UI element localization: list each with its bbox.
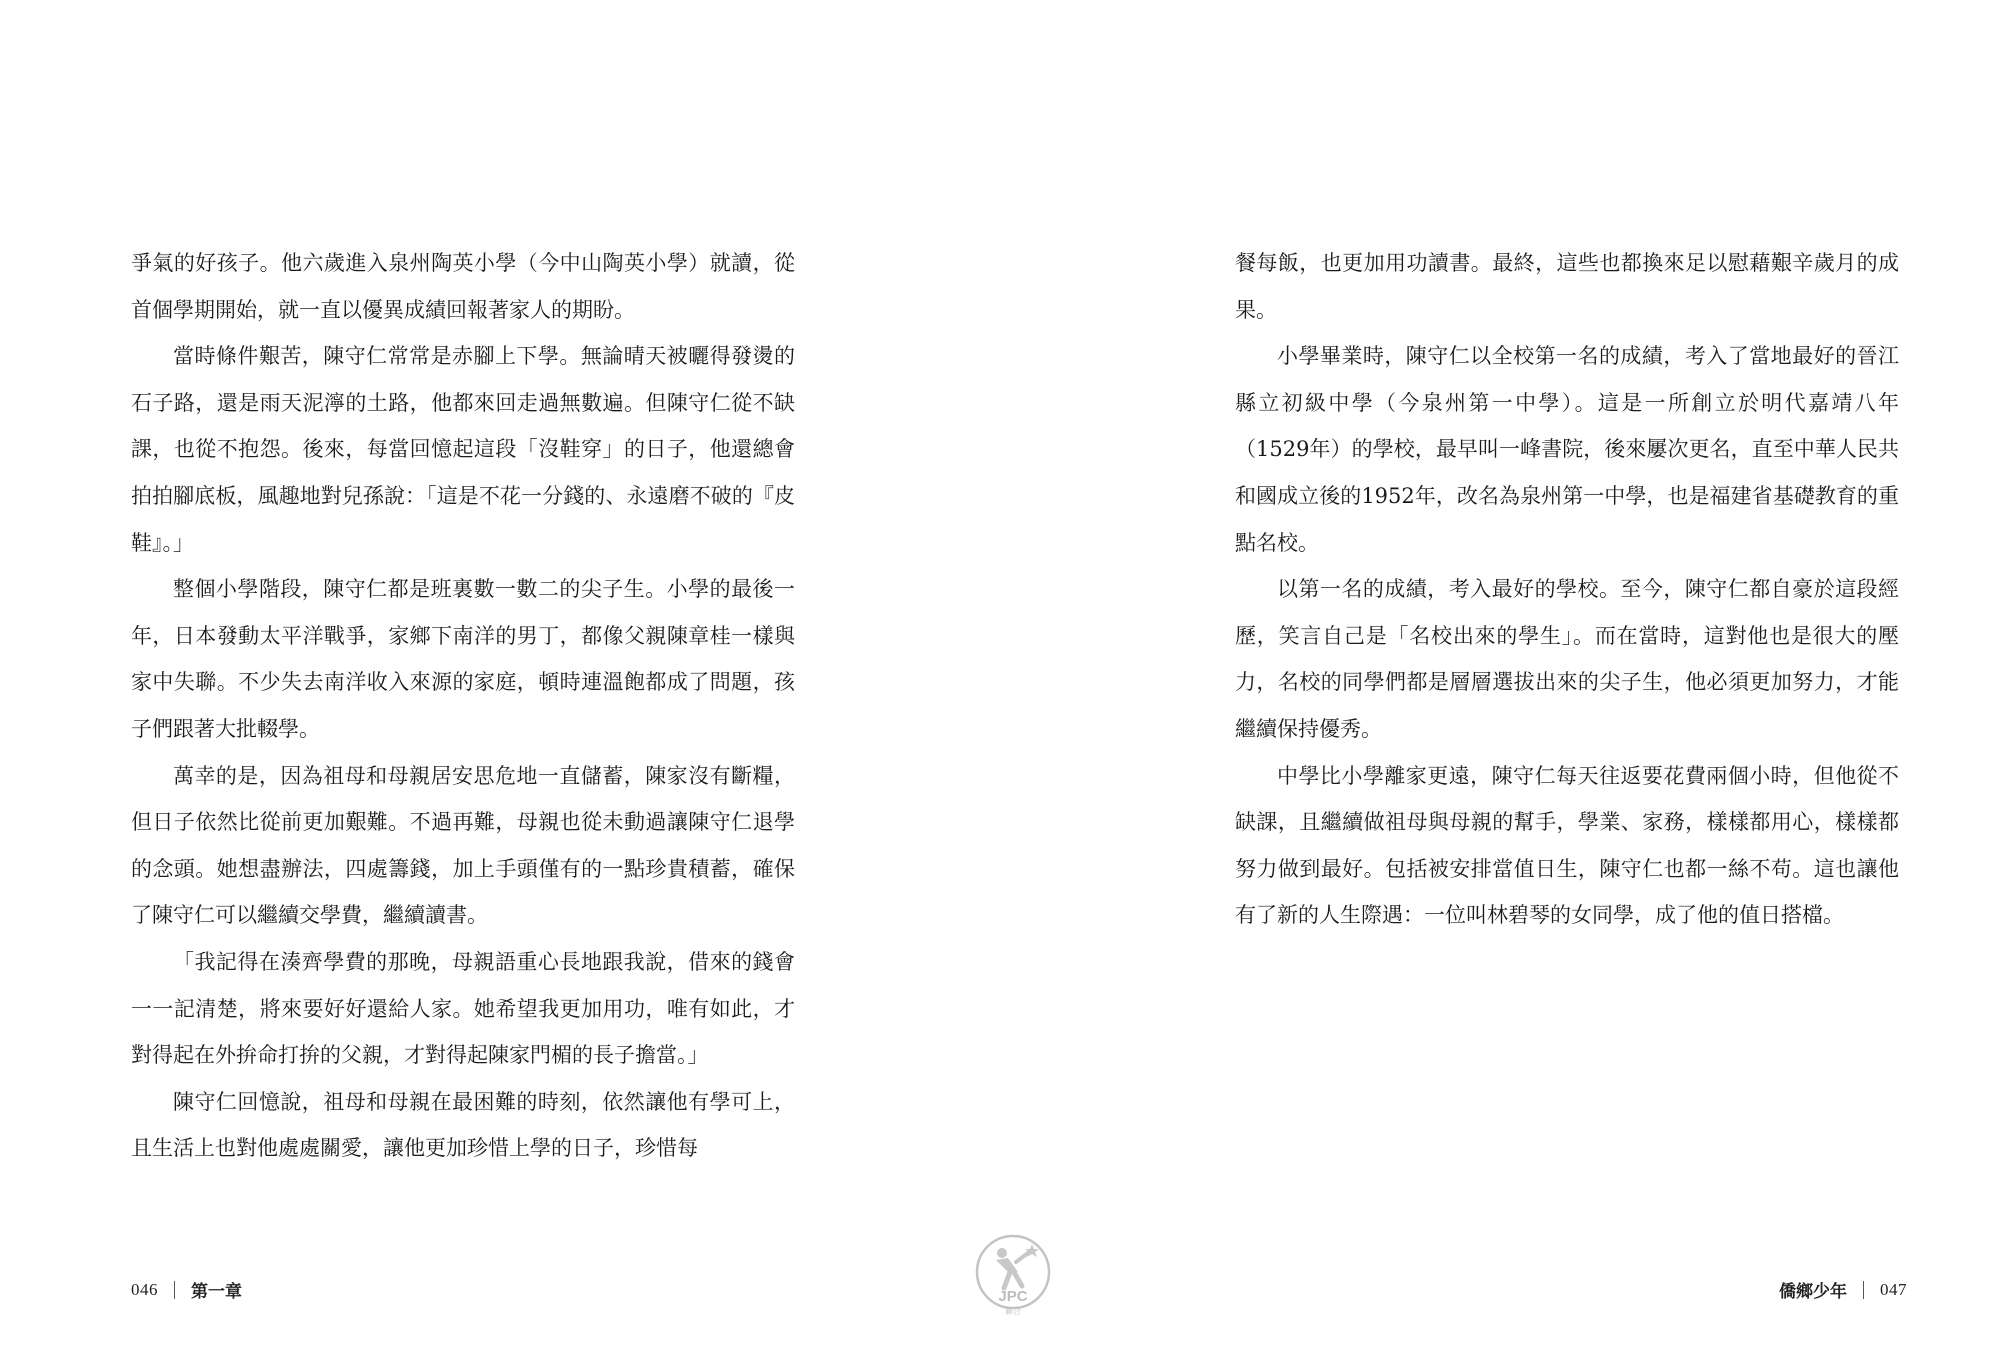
paragraph: 整個小學階段，陳守仁都是班裏數一數二的尖子生。小學的最後一年，日本發動太平洋戰爭，家鄉下南洋的男丁，都像父親陳章桂一樣與家中失聯。不少失去南洋收入來源的家庭，頓時連溫飽都成了問題，孩子們跟著大批輟學。 xyxy=(131,577,795,741)
right-footer xyxy=(1779,1277,1907,1302)
paragraph: 餐每飯，也更加用功讀書。最終，這些也都換來足以慰藉艱辛歲月的成果。 xyxy=(1235,251,1899,322)
footer-divider xyxy=(1863,1281,1864,1299)
paragraph: 陳守仁回憶說，祖母和母親在最困難的時刻，依然讓他有學可上，且生活上也對他處處關愛，讓他更加珍惜上學的日子，珍惜每 xyxy=(131,1089,795,1161)
logo-subtext: 聯合 xyxy=(1005,1307,1021,1316)
publisher-logo-icon xyxy=(974,1232,1052,1318)
paragraph: 爭氣的好孩子。他六歲進入泉州陶英小學（今中山陶英小學）就讀，從首個學期開始，就一直以優異成績回報著家人的期盼。 xyxy=(131,251,795,322)
paragraph: 「我記得在湊齊學費的那晚，母親語重心長地跟我說，借來的錢會一一記清楚，將來要好好還給人家。她希望我更加用功，唯有如此，才對得起在外拚命打拚的父親，才對得起陳家門楣的長子擔當。」 xyxy=(131,949,795,1068)
page-number: 047 xyxy=(1880,1279,1907,1299)
paragraph: 萬幸的是，因為祖母和母親居安思危地一直儲蓄，陳家沒有斷糧，但日子依然比從前更加艱難。不過再難，母親也從未動過讓陳守仁退學的念頭。她想盡辦法，四處籌錢，加上手頭僅有的一點珍貴積蓄，確保了陳守仁可以繼續交學費，繼續讀書。 xyxy=(131,763,795,928)
right-body-text xyxy=(1235,240,1899,939)
paragraph: 小學畢業時，陳守仁以全校第一名的成績，考入了當地最好的晉江縣立初級中學（今泉州第一中學）。這是一所創立於明代嘉靖八年（1529年）的學校，最早叫一峰書院，後來屢次更名，直至中華人民共和國成立後的1952年，改名為泉州第一中學，也是福建省基礎教育的重點名校。 xyxy=(1235,344,1899,555)
right-page xyxy=(1004,0,2008,1358)
running-head: 僑鄉少年 xyxy=(1779,1282,1847,1302)
paragraph: 以第一名的成績，考入最好的學校。至今，陳守仁都自豪於這段經歷，笑言自己是「名校出來的學生」。而在當時，這對他也是很大的壓力，名校的同學們都是層層選拔出來的尖子生，他必須更加努力，才能繼續保持優秀。 xyxy=(1235,577,1899,741)
left-body-text xyxy=(131,240,795,1172)
left-footer xyxy=(131,1277,242,1302)
running-head: 第一章 xyxy=(191,1282,242,1302)
logo-text: JPC xyxy=(998,1288,1028,1305)
paragraph: 當時條件艱苦，陳守仁常常是赤腳上下學。無論晴天被曬得發燙的石子路，還是雨天泥濘的土路，他都來回走過無數遍。但陳守仁從不缺課，也從不抱怨。後來，每當回憶起這段「沒鞋穿」的日子，他還總會拍拍腳底板，風趣地對兒孫說：「這是不花一分錢的、永遠磨不破的『皮鞋』。」 xyxy=(131,344,795,555)
page-number: 046 xyxy=(131,1279,158,1299)
footer-divider xyxy=(174,1281,175,1299)
paragraph: 中學比小學離家更遠，陳守仁每天往返要花費兩個小時，但他從不缺課，且繼續做祖母與母親的幫手，學業、家務，樣樣都用心，樣樣都努力做到最好。包括被安排當值日生，陳守仁也都一絲不苟。這也讓他有了新的人生際遇：一位叫林碧琴的女同學，成了他的值日搭檔。 xyxy=(1235,763,1899,928)
